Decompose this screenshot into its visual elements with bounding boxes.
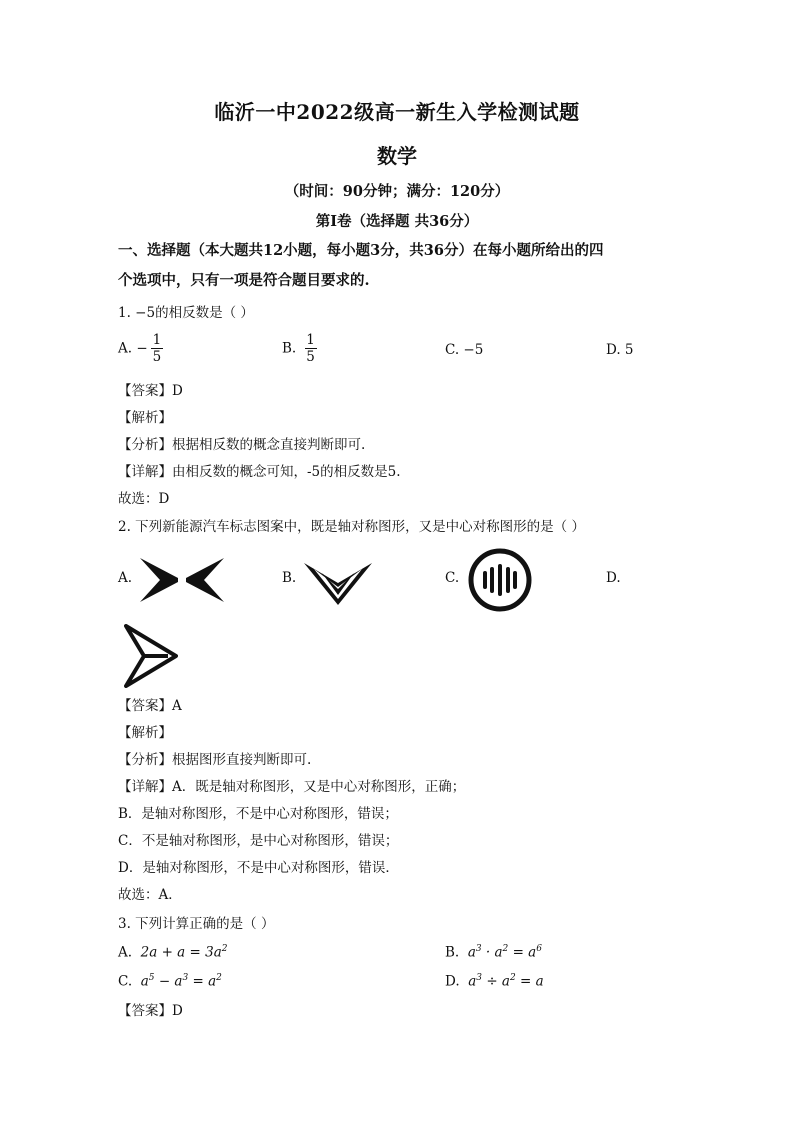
circle-bars-logo-icon [467,547,533,613]
q2-choose: 故选：A． [118,887,182,903]
v-arrow-logo-icon [302,561,374,607]
section-instruction-line-1: 一、选择题（本大题共12小题，每小题3分，共36分）在每小题所给出的四 [118,242,604,259]
q2-xiangjie: 【详解】A．既是轴对称图形，又是中心对称图形，正确； [118,779,466,795]
q3-option-c [118,973,222,990]
subject-heading: 数学 [377,144,417,168]
q2-answer: 【答案】A [118,698,182,714]
q2-option-d-explanation: D．是轴对称图形，不是中心对称图形，错误． [118,860,399,876]
q3-d-mid: ÷ a [482,973,510,990]
q1-option-a-numerator: 1 [152,332,162,348]
q3-c-exp2: 3 [182,973,189,983]
q3-b-eq: = a [508,944,537,961]
q1-choose: 故选：D [118,491,170,507]
q3-option-b-label: B. [445,944,460,961]
q3-option-c-label: C. [118,973,133,990]
q2-fenxi: 【分析】根据图形直接判断即可. [118,752,312,768]
q1-option-d: D. 5 [606,342,634,358]
q3-option-b [445,944,542,961]
q1-option-b-numerator: 1 [306,332,315,348]
q1-option-b-label: B. [282,340,297,357]
q3-option-a-label: A. [118,944,133,961]
q1-answer: 【答案】D [118,383,183,399]
q3-d-eq: = a [515,973,544,990]
q3-c-exp1: 5 [148,973,155,983]
q2-option-b-label: B. [282,570,297,586]
q1-analysis-label: 【解析】 [118,410,172,426]
q3-c-exp3: 2 [216,973,222,983]
q2-option-c-explanation: C．不是轴对称图形，是中心对称图形，错误； [118,833,399,849]
exam-time-info: （时间：90分钟；满分：120分） [284,183,510,200]
q3-b-base: a [467,944,476,961]
q1-fenxi: 【分析】根据相反数的概念直接判断即可. [118,437,366,453]
q1-option-b-fraction [304,332,317,365]
q3-option-a-exponent: 2 [221,944,228,954]
q2-option-c-label: C. [445,570,460,586]
question-3-stem: 3. 下列计算正确的是（ ） [118,916,275,932]
q1-xiangjie: 【详解】由相反数的概念可知，-5的相反数是5. [118,464,401,480]
q2-option-d-label: D. [606,570,621,586]
arrowhead-logo-icon [124,624,178,688]
q3-b-exp1: 3 [475,944,482,954]
q3-option-a-expression: 2a + a = 3a [140,944,222,961]
q3-option-a [118,944,228,961]
q1-option-a-fraction [151,332,164,365]
q2-option-b-explanation: B．是轴对称图形，不是中心对称图形，错误； [118,806,398,822]
q1-option-a [118,332,163,365]
q3-b-exp3: 6 [536,944,542,954]
q3-option-d-label: D. [445,973,460,990]
q3-d-exp1: 3 [476,973,483,983]
section-instruction-line-2: 个选项中，只有一项是符合题目要求的. [118,272,370,289]
q2-analysis-label: 【解析】 [118,725,172,741]
question-1-stem: 1. −5的相反数是（ ） [118,305,254,321]
q1-option-b-denominator: 5 [306,349,315,365]
x-shaped-logo-icon [138,556,226,604]
volume-heading: 第Ⅰ卷（选择题 共36分） [315,213,479,230]
q3-c-eq: = a [188,973,217,990]
question-2-stem: 2. 下列新能源汽车标志图案中，既是轴对称图形，又是中心对称图形的是（ ） [118,519,585,535]
q1-option-c: C. −5 [445,342,484,358]
q3-d-exp2: 2 [509,973,516,983]
q3-option-d [445,973,544,990]
q1-option-b [282,332,317,365]
q1-option-a-denominator: 5 [152,349,162,365]
exam-title: 临沂一中2022级高一新生入学检测试题 [214,100,580,124]
q3-c-base: a [140,973,149,990]
q3-answer: 【答案】D [118,1003,183,1019]
q3-b-mid: · a [481,944,503,961]
q2-option-a-label: A. [118,570,133,586]
q3-c-mid: − a [154,973,183,990]
q3-d-base: a [468,973,477,990]
q1-option-a-label: A. − [118,340,148,357]
q3-b-exp2: 2 [502,944,509,954]
